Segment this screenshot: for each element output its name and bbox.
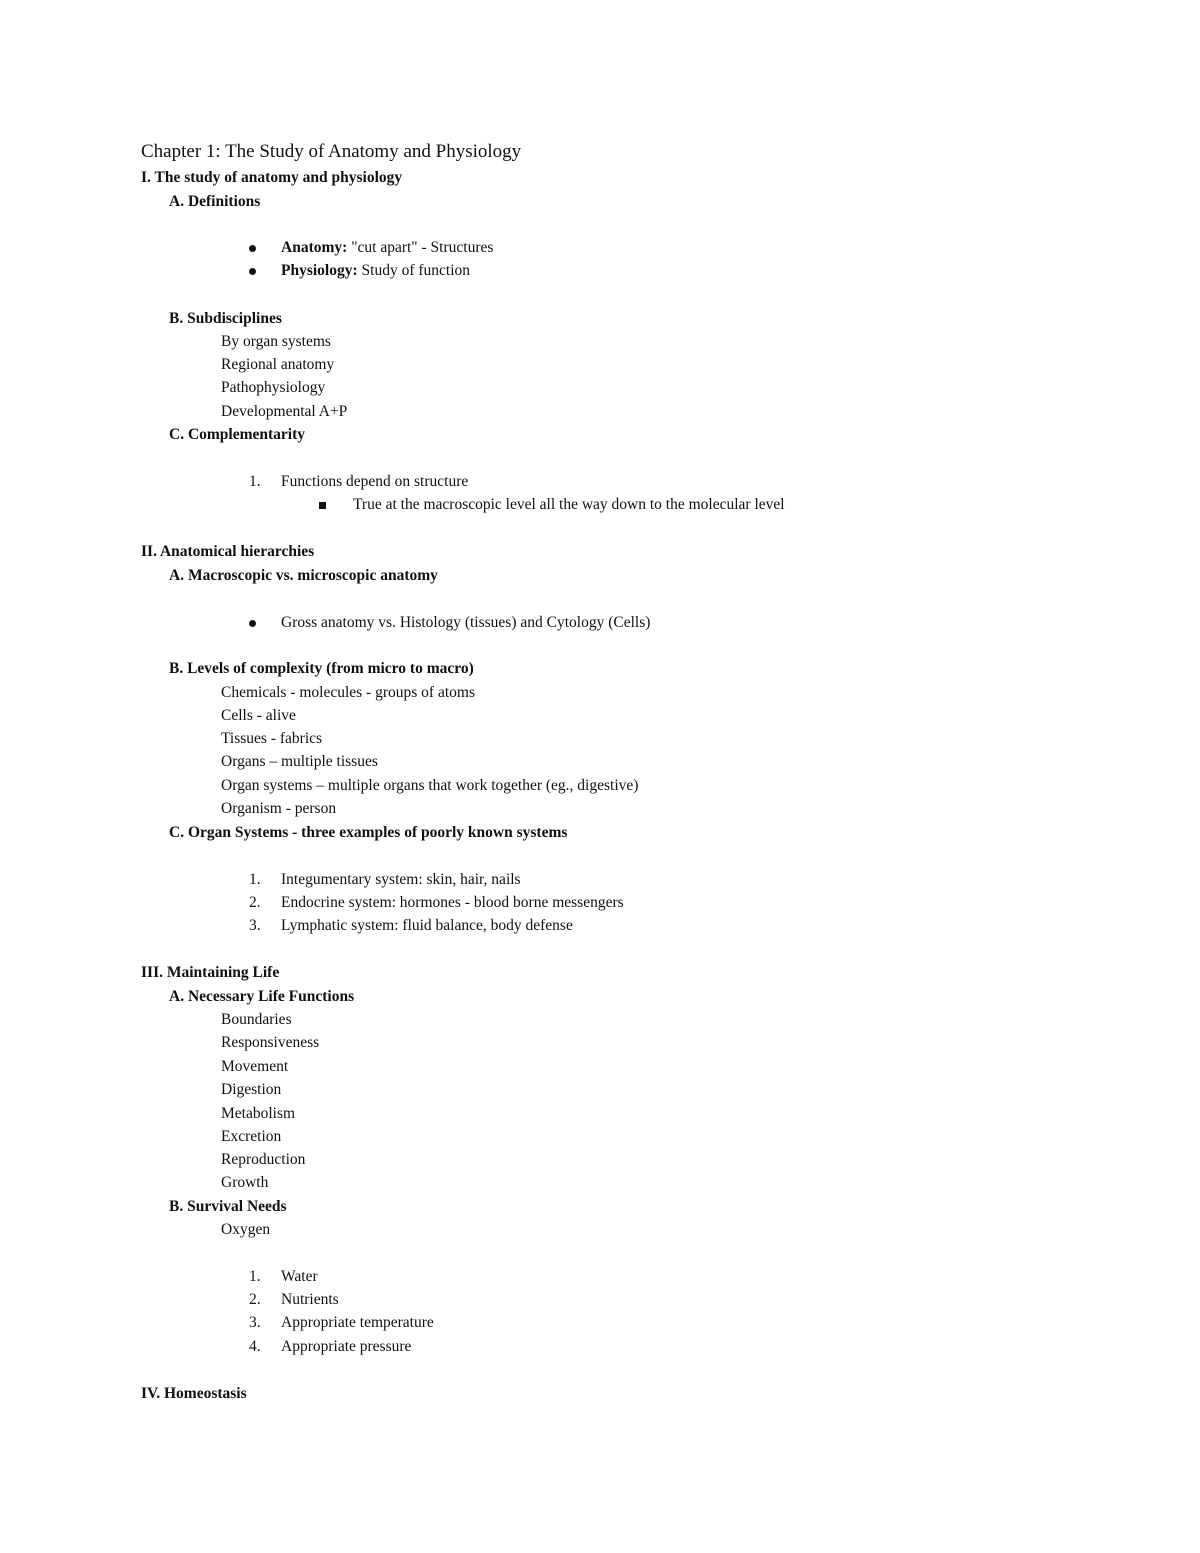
numbered-item bbox=[249, 1290, 339, 1310]
square-bullet-icon bbox=[319, 502, 326, 509]
list-item: Responsiveness bbox=[221, 1034, 320, 1051]
numbered-item bbox=[249, 1267, 318, 1287]
numbered-item bbox=[249, 1337, 412, 1357]
numbered-item bbox=[249, 1313, 434, 1333]
list-item: Excretion bbox=[221, 1128, 282, 1145]
bullet-gross-anatomy bbox=[281, 613, 650, 633]
section-2c-heading: C. Organ Systems - three examples of poorly known systems bbox=[169, 824, 568, 841]
numbered-item bbox=[249, 916, 573, 936]
list-item: Organism - person bbox=[221, 800, 337, 817]
section-3-heading: III. Maintaining Life bbox=[141, 964, 280, 981]
number-marker: 1. bbox=[249, 1268, 261, 1285]
list-item: Metabolism bbox=[221, 1105, 296, 1122]
list-item: Organs – multiple tissues bbox=[221, 753, 378, 770]
numbered-item-text: Appropriate temperature bbox=[281, 1314, 434, 1331]
numbered-item-text: Nutrients bbox=[281, 1291, 339, 1308]
numbered-item-text: Water bbox=[281, 1268, 318, 1285]
number-marker: 2. bbox=[249, 894, 261, 911]
section-1b-heading: B. Subdisciplines bbox=[169, 310, 282, 327]
number-marker: 3. bbox=[249, 917, 261, 934]
numbered-item bbox=[249, 893, 624, 913]
bullet-dot-icon bbox=[249, 245, 256, 252]
numbered-item-text: Integumentary system: skin, hair, nails bbox=[281, 871, 521, 888]
list-item: Boundaries bbox=[221, 1011, 292, 1028]
bullet-anatomy bbox=[281, 238, 493, 258]
definition-anatomy: "cut apart" - Structures bbox=[347, 239, 494, 256]
numbered-item bbox=[249, 870, 521, 890]
bullet-text: Gross anatomy vs. Histology (tissues) and Cytology (Cells) bbox=[281, 614, 651, 631]
list-item: Chemicals - molecules - groups of atoms bbox=[221, 684, 475, 701]
numbered-item-text: Appropriate pressure bbox=[281, 1338, 412, 1355]
list-item: Movement bbox=[221, 1058, 289, 1075]
number-marker: 1. bbox=[249, 473, 261, 490]
number-marker: 3. bbox=[249, 1314, 261, 1331]
number-marker: 4. bbox=[249, 1338, 261, 1355]
section-2-heading: II. Anatomical hierarchies bbox=[141, 543, 315, 560]
term-anatomy: Anatomy: bbox=[281, 239, 348, 256]
list-item: Digestion bbox=[221, 1081, 282, 1098]
section-3a-heading: A. Necessary Life Functions bbox=[169, 988, 355, 1005]
list-item: Organ systems – multiple organs that work together (eg., digestive) bbox=[221, 777, 639, 794]
chapter-title: Chapter 1: The Study of Anatomy and Physiology bbox=[141, 141, 522, 162]
list-item: Cells - alive bbox=[221, 707, 296, 724]
list-item: Tissues - fabrics bbox=[221, 730, 323, 747]
definition-physiology: Study of function bbox=[357, 262, 471, 279]
square-bullet-item bbox=[353, 495, 785, 515]
number-marker: 1. bbox=[249, 871, 261, 888]
section-4-heading: IV. Homeostasis bbox=[141, 1385, 247, 1402]
section-1c-heading: C. Complementarity bbox=[169, 426, 306, 443]
list-item: Reproduction bbox=[221, 1151, 306, 1168]
list-item: Developmental A+P bbox=[221, 403, 348, 420]
section-3b-heading: B. Survival Needs bbox=[169, 1198, 287, 1215]
numbered-item bbox=[249, 472, 469, 492]
numbered-item-text: Functions depend on structure bbox=[281, 473, 469, 490]
square-bullet-text: True at the macroscopic level all the way down to the molecular level bbox=[353, 496, 785, 513]
bullet-dot-icon bbox=[249, 620, 256, 627]
section-2b-heading: B. Levels of complexity (from micro to macro) bbox=[169, 660, 474, 677]
list-item: Growth bbox=[221, 1174, 269, 1191]
list-item: Pathophysiology bbox=[221, 379, 326, 396]
numbered-item-text: Lymphatic system: fluid balance, body defense bbox=[281, 917, 573, 934]
number-marker: 2. bbox=[249, 1291, 261, 1308]
list-item: Oxygen bbox=[221, 1221, 271, 1238]
section-2a-heading: A. Macroscopic vs. microscopic anatomy bbox=[169, 567, 438, 584]
term-physiology: Physiology: bbox=[281, 262, 358, 279]
numbered-item-text: Endocrine system: hormones - blood borne messengers bbox=[281, 894, 624, 911]
bullet-physiology bbox=[281, 261, 470, 281]
list-item: Regional anatomy bbox=[221, 356, 335, 373]
section-1-heading: I. The study of anatomy and physiology bbox=[141, 169, 403, 186]
section-1a-heading: A. Definitions bbox=[169, 193, 261, 210]
bullet-dot-icon bbox=[249, 268, 256, 275]
list-item: By organ systems bbox=[221, 333, 331, 350]
